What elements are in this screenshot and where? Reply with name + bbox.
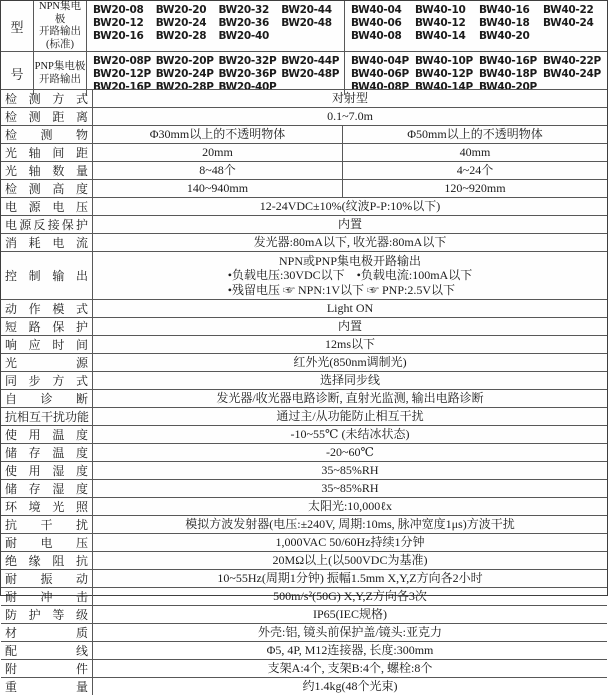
spec-value: 内置 — [337, 319, 362, 333]
spec-row — [1, 605, 607, 623]
model-column — [351, 55, 415, 93]
model-number: BW20-16P — [93, 80, 151, 93]
model-number: BW20-44P — [281, 55, 340, 67]
spec-label — [1, 198, 93, 215]
spec-value: 发光器:80mA以下, 收光器:80mA以下 — [253, 235, 447, 249]
model-column — [479, 4, 543, 49]
spec-value-bw40: 120~920mm — [342, 180, 607, 197]
model-number: BW40-22 — [543, 4, 594, 16]
spec-label-text: 动作模式 — [5, 302, 88, 316]
spec-label — [1, 624, 93, 641]
spec-row — [1, 515, 607, 533]
spec-label-text: 绝缘阻抗 — [5, 554, 88, 568]
spec-value: 选择同步线 — [319, 373, 380, 387]
spec-label-text: 耐冲击 — [5, 590, 88, 604]
spec-label-text: 耐振动 — [5, 572, 88, 586]
spec-value: 太阳光:10,000ℓx — [307, 499, 393, 513]
spec-label — [1, 336, 93, 353]
model-number: BW40-24P — [543, 67, 601, 80]
model-number: BW40-18P — [479, 67, 537, 80]
spec-value: Φ5, 4P, M12连接器, 长度:300mm — [266, 643, 434, 657]
spec-value: 500m/s²(50G) X,Y,Z方向各3次 — [273, 589, 427, 603]
spec-row — [1, 353, 607, 371]
spec-row — [1, 299, 607, 317]
spec-row — [1, 89, 607, 107]
spec-value: 内置 — [337, 217, 362, 231]
spec-row — [1, 425, 607, 443]
spec-label — [1, 552, 93, 569]
spec-label-text: 配线 — [5, 644, 88, 658]
model-number: BW20-48P — [281, 67, 340, 80]
spec-label-text: 防护等级 — [5, 608, 88, 622]
output-type-label — [34, 1, 87, 51]
spec-label-text: 自诊断 — [5, 392, 88, 406]
spec-label-text: 光轴间距 — [5, 146, 88, 160]
model-number: BW20-20 — [155, 4, 207, 16]
model-number: BW20-36 — [218, 16, 269, 29]
spec-label-text: 储存温度 — [5, 446, 88, 460]
spec-value: 35~85%RH — [321, 481, 379, 495]
spec-label — [1, 498, 93, 515]
model-number: BW40-14P — [415, 80, 473, 93]
spec-label-text: 检测高度 — [5, 182, 88, 196]
model-number: BW20-44 — [281, 4, 332, 16]
spec-label-text: 附件 — [5, 662, 88, 676]
output-type-line: 开路输出 — [39, 73, 81, 85]
spec-label-text: 耐电压 — [5, 536, 88, 550]
output-type-line: NPN集电极 — [38, 1, 81, 25]
model-number: BW20-20P — [155, 55, 214, 67]
spec-value: 支架A:4个, 支架B:4个, 螺栓:8个 — [267, 661, 433, 675]
spec-value: 外壳:铝, 镜头前保护盖/镜头:亚克力 — [257, 625, 442, 639]
spec-value-line: •残留电压 ☞ NPN:1V以下 ☞ PNP:2.5V以下 — [227, 282, 456, 297]
spec-value-line: •负载电压:30VDC以下 •负载电流:100mA以下 — [227, 268, 473, 283]
model-column — [219, 4, 282, 49]
spec-value-bw20: 20mm — [202, 145, 233, 159]
model-number: BW20-24P — [155, 67, 214, 80]
spec-label — [1, 318, 93, 335]
spec-label-text: 环境光照 — [5, 500, 88, 514]
model-group-bw20 — [87, 1, 344, 51]
spec-label-text: 材质 — [5, 626, 88, 640]
model-number: BW40-06P — [351, 67, 409, 80]
spec-value: 35~85%RH — [321, 463, 379, 477]
spec-label — [1, 252, 93, 299]
spec-label-text: 检测距离 — [5, 110, 88, 124]
model-column — [479, 55, 543, 93]
spec-label — [1, 444, 93, 461]
spec-label — [1, 480, 93, 497]
model-number: BW40-10 — [415, 4, 466, 16]
spec-value: 约1.4kg(48个光束) — [302, 679, 398, 693]
spec-label — [1, 516, 93, 533]
model-number: BW20-08P — [93, 55, 151, 67]
spec-label-text: 电源反接保护 — [5, 218, 88, 232]
model-column — [415, 55, 479, 93]
spec-row — [1, 443, 607, 461]
spec-label-text: 使用温度 — [5, 428, 88, 442]
spec-value-bw20: Φ30mm以上的不透明物体 — [149, 127, 286, 141]
output-type-line: (标准) — [46, 38, 74, 50]
spec-value-bw20: 8~48个 — [199, 163, 236, 177]
spec-value: 12ms以下 — [324, 337, 375, 351]
model-number: BW40-22P — [543, 55, 601, 67]
model-row-header: 号 — [1, 52, 34, 95]
spec-label-text: 检测方式 — [5, 92, 88, 106]
spec-label-text: 短路保护 — [5, 320, 88, 334]
spec-row — [1, 125, 607, 143]
spec-label-text: 响应时间 — [5, 338, 88, 352]
model-number: BW40-14 — [415, 29, 466, 42]
model-number: BW40-20P — [479, 80, 537, 93]
model-number: BW40-16 — [479, 4, 530, 16]
model-number: BW20-32 — [218, 4, 269, 16]
model-number: BW20-16 — [93, 29, 144, 42]
spec-value-bw40: 40mm — [342, 144, 607, 161]
spec-row — [1, 551, 607, 569]
spec-value-multiline — [93, 252, 607, 299]
spec-row — [1, 479, 607, 497]
spec-row — [1, 179, 607, 197]
spec-label — [1, 90, 93, 107]
spec-row — [1, 317, 607, 335]
spec-value: 发光器/收光器电路诊断, 直射光监测, 输出电路诊断 — [216, 391, 484, 405]
model-column — [156, 55, 219, 93]
spec-label-text: 抗相互干扰功能 — [5, 410, 90, 424]
model-column — [93, 4, 156, 49]
spec-label — [1, 426, 93, 443]
model-row-header: 型 — [1, 1, 34, 51]
spec-label — [1, 642, 93, 659]
spec-value: -20~60℃ — [326, 445, 374, 459]
spec-label — [1, 390, 93, 407]
model-number: BW20-28P — [155, 80, 214, 93]
spec-row — [1, 389, 607, 407]
model-number: BW40-12P — [415, 67, 473, 80]
model-number: BW40-08P — [351, 80, 409, 93]
spec-row — [1, 569, 607, 587]
spec-value: 红外光(850nm调制光) — [293, 355, 407, 369]
spec-value: 模拟方波发射器(电压:±240V, 周期:10ms, 脉冲宽度1μs)方波干扰 — [185, 517, 515, 531]
model-number: BW20-24 — [155, 16, 207, 29]
spec-value: 通过主/从功能防止相互干扰 — [276, 409, 424, 423]
spec-value: 10~55Hz(周期1分钟) 振幅1.5mm X,Y,Z方向各2小时 — [217, 571, 483, 585]
spec-label — [1, 216, 93, 233]
model-number: BW40-08 — [351, 29, 402, 42]
model-row — [1, 1, 607, 51]
model-column — [543, 4, 607, 49]
spec-label — [1, 570, 93, 587]
model-group-bw40 — [344, 1, 607, 51]
model-column — [281, 55, 344, 93]
spec-value: 20MΩ以上(以500VDC为基准) — [272, 553, 428, 567]
spec-label-text: 重量 — [5, 680, 88, 694]
model-column — [93, 55, 156, 93]
spec-label — [1, 144, 93, 161]
model-number: BW20-40 — [218, 29, 269, 42]
spec-row — [1, 107, 607, 125]
spec-value: IP65(IEC规格) — [313, 607, 387, 621]
model-column — [219, 55, 282, 93]
spec-value-bw40: 4~24个 — [342, 162, 607, 179]
spec-label — [1, 462, 93, 479]
model-number: BW20-28 — [155, 29, 207, 42]
spec-row — [1, 641, 607, 659]
model-number: BW20-36P — [218, 67, 277, 80]
model-number: BW40-12 — [415, 16, 466, 29]
spec-row — [1, 215, 607, 233]
spec-row — [1, 677, 607, 695]
spec-row — [1, 251, 607, 299]
model-number: BW40-10P — [415, 55, 473, 67]
spec-label — [1, 678, 93, 695]
spec-label — [1, 372, 93, 389]
model-column — [281, 4, 344, 49]
model-number: BW20-48 — [281, 16, 332, 29]
spec-label — [1, 354, 93, 371]
spec-label — [1, 108, 93, 125]
spec-value: 1,000VAC 50/60Hz持续1分钟 — [275, 535, 425, 549]
spec-row — [1, 659, 607, 677]
spec-value: -10~55℃ (未结冰状态) — [290, 427, 410, 441]
spec-label — [1, 408, 93, 425]
spec-value: Light ON — [326, 301, 374, 315]
spec-label-text: 电源电压 — [5, 200, 88, 214]
spec-label — [1, 162, 93, 179]
spec-value-bw20: 140~940mm — [186, 181, 249, 195]
spec-label-text: 同步方式 — [5, 374, 88, 388]
spec-row — [1, 497, 607, 515]
model-number: BW40-20 — [479, 29, 530, 42]
spec-label-text: 控制输出 — [5, 269, 88, 283]
spec-row — [1, 161, 607, 179]
spec-label — [1, 180, 93, 197]
spec-label — [1, 606, 93, 623]
spec-section — [1, 89, 607, 695]
spec-value: 12-24VDC±10%(纹波P-P:10%以下) — [259, 199, 441, 213]
spec-value: 对射型 — [331, 91, 368, 105]
spec-label-text: 检测物 — [5, 128, 88, 142]
spec-value-block — [228, 268, 472, 297]
spec-label-text: 储存湿度 — [5, 482, 88, 496]
spec-row — [1, 407, 607, 425]
spec-label-text: 消耗电流 — [5, 236, 88, 250]
model-column — [543, 55, 607, 93]
model-number: BW40-04 — [351, 4, 402, 16]
spec-row — [1, 461, 607, 479]
model-number: BW20-32P — [218, 55, 277, 67]
spec-label — [1, 234, 93, 251]
spec-row — [1, 143, 607, 161]
model-number: BW40-04P — [351, 55, 409, 67]
spec-label-text: 光源 — [5, 356, 88, 370]
model-number: BW40-18 — [479, 16, 530, 29]
model-column — [415, 4, 479, 49]
model-number: BW40-06 — [351, 16, 402, 29]
spec-value-line: NPN或PNP集电极开路输出 — [278, 253, 422, 268]
spec-label — [1, 660, 93, 677]
output-type-line: PNP集电极 — [34, 61, 86, 73]
spec-row — [1, 371, 607, 389]
spec-row — [1, 197, 607, 215]
model-column — [351, 4, 415, 49]
spec-label-text: 使用湿度 — [5, 464, 88, 478]
spec-label — [1, 300, 93, 317]
spec-label — [1, 534, 93, 551]
spec-label — [1, 126, 93, 143]
output-type-line: 开路输出 — [39, 26, 81, 37]
spec-value-bw40: Φ50mm以上的不透明物体 — [342, 126, 607, 143]
spec-row — [1, 623, 607, 641]
model-number: BW40-16P — [479, 55, 537, 67]
model-number: BW40-24 — [543, 16, 594, 29]
model-number: BW20-12P — [93, 67, 151, 80]
spec-row — [1, 233, 607, 251]
spec-row — [1, 335, 607, 353]
spec-label — [1, 588, 93, 605]
spec-value: 0.1~7.0m — [327, 109, 373, 123]
model-number: BW20-12 — [93, 16, 144, 29]
model-number: BW20-08 — [93, 4, 144, 16]
spec-row — [1, 533, 607, 551]
spec-label-text: 光轴数量 — [5, 164, 88, 178]
model-number: BW20-40P — [218, 80, 277, 93]
model-column — [156, 4, 219, 49]
model-section — [1, 1, 607, 93]
spec-row — [1, 587, 607, 605]
spec-label-text: 抗干扰 — [5, 518, 88, 532]
